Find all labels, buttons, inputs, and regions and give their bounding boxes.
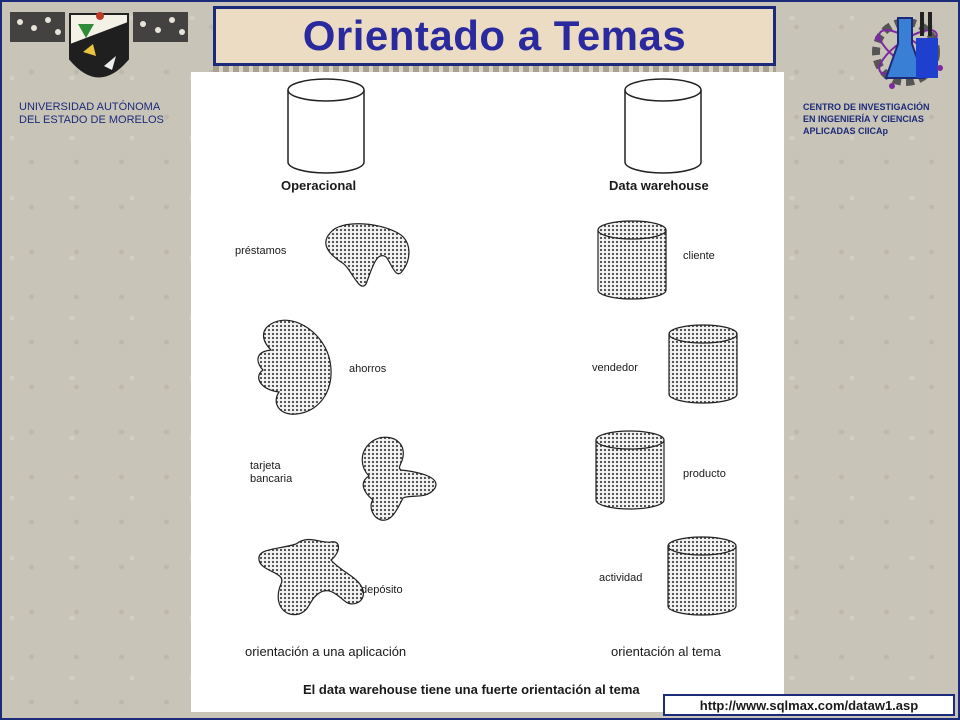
left-item-label: depósito <box>361 584 403 596</box>
right-item-label: actividad <box>599 572 643 584</box>
left-item-label: ahorros <box>349 363 387 375</box>
deposito-blob <box>259 539 364 614</box>
diagram-caption: El data warehouse tiene una fuerte orientación al tema <box>303 682 640 697</box>
vendedor-database-icon <box>669 325 737 403</box>
diagram-drawing <box>191 72 784 712</box>
producto-database-icon <box>596 431 664 509</box>
university-crest-icon <box>8 4 193 96</box>
data-warehouse-header: Data warehouse <box>609 178 709 193</box>
ciicap-flask-gear-icon <box>868 8 950 94</box>
operacional-database-icon <box>288 79 364 173</box>
university-name: UNIVERSIDAD AUTÓNOMA DEL ESTADO DE MORELOS <box>19 101 164 126</box>
source-url-link[interactable]: http://www.sqlmax.com/dataw1.asp <box>699 697 919 713</box>
actividad-database-icon <box>668 537 736 615</box>
right-item-label: cliente <box>683 250 715 262</box>
left-item-label: préstamos <box>235 245 287 257</box>
right-item-label: producto <box>683 468 726 480</box>
ahorros-blob <box>258 320 331 414</box>
tarjeta-bancaria-blob <box>362 437 436 520</box>
research-center-name: CENTRO DE INVESTIGACIÓN EN INGENIERÍA Y CIENCIAS APLICADAS CIICAp <box>803 102 930 136</box>
operacional-header: Operacional <box>281 178 357 193</box>
source-url-box <box>663 694 955 716</box>
diagram-panel <box>191 72 784 712</box>
left-item-label: tarjeta bancaria <box>250 460 293 485</box>
right-item-label: vendedor <box>592 362 638 374</box>
prestamos-blob <box>326 224 409 286</box>
left-footer: orientación a una aplicación <box>245 644 407 659</box>
title-banner <box>213 6 776 66</box>
cliente-database-icon <box>598 221 666 299</box>
right-footer: orientación al tema <box>611 644 721 659</box>
data-warehouse-database-icon <box>625 79 701 173</box>
slide-title: Orientado a Temas <box>302 12 687 59</box>
